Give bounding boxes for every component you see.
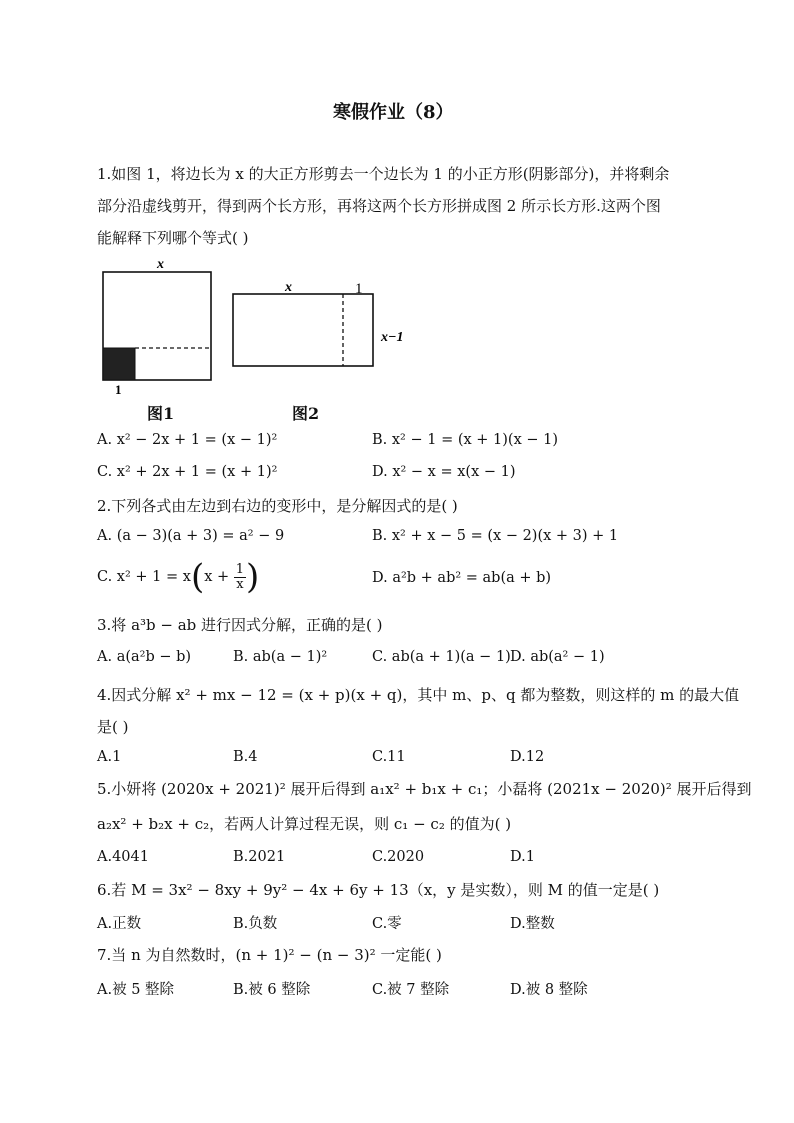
question-4-option-b[interactable]: B.4 bbox=[233, 749, 258, 765]
figure-1 bbox=[95, 258, 225, 398]
question-5-option-c[interactable]: C.2020 bbox=[372, 849, 425, 865]
question-5-option-d[interactable]: D.1 bbox=[510, 849, 535, 865]
question-6-stem: 6.若 M = 3x² − 8xy + 9y² − 4x + 6y + 13（x，y 是实数），则 M 的值一定是( ) bbox=[97, 881, 660, 899]
question-7-option-a[interactable]: A.被 5 整除 bbox=[97, 982, 175, 998]
question-3-option-c[interactable]: C. ab(a + 1)(a − 1) bbox=[372, 649, 511, 665]
question-1-option-b[interactable]: B. x² − 1 = (x + 1)(x − 1) bbox=[372, 432, 558, 448]
figure-2 bbox=[225, 278, 425, 373]
question-2-option-c-inner: x + bbox=[204, 569, 230, 585]
question-7-option-d[interactable]: D.被 8 整除 bbox=[510, 982, 588, 998]
question-3-option-b[interactable]: B. ab(a − 1)² bbox=[233, 649, 328, 665]
fraction-numerator: 1 bbox=[235, 561, 245, 577]
question-2-option-c[interactable] bbox=[97, 557, 260, 600]
fraction-denominator: x bbox=[236, 576, 244, 592]
question-1-line-1: 1.如图 1，将边长为 x 的大正方形剪去一个边长为 1 的小正方形(阴影部分)，并将剩余 bbox=[97, 165, 670, 183]
question-7-option-b[interactable]: B.被 6 整除 bbox=[233, 982, 311, 998]
question-2-option-c-prefix: C. x² + 1 = x bbox=[97, 569, 191, 585]
question-1-line-3: 能解释下列哪个等式( ) bbox=[97, 229, 249, 247]
figure-2-label-x: x bbox=[285, 280, 292, 295]
question-1-option-d[interactable]: D. x² − x = x(x − 1) bbox=[372, 464, 516, 480]
figure-1-label-x: x bbox=[157, 258, 164, 272]
question-5-line-2: a₂x² + b₂x + c₂，若两人计算过程无误，则 c₁ − c₂ 的值为( ) bbox=[97, 815, 512, 833]
question-4-line-1: 4.因式分解 x² + mx − 12 = (x + p)(x + q)，其中 m、p、q 都为整数，则这样的 m 的最大值 bbox=[97, 686, 740, 704]
question-6-option-b[interactable]: B.负数 bbox=[233, 916, 278, 932]
question-1-line-2: 部分沿虚线剪开，得到两个长方形，再将这两个长方形拼成图 2 所示长方形.这两个图 bbox=[97, 197, 661, 215]
question-6-option-c[interactable]: C.零 bbox=[372, 916, 402, 932]
figure-2-label-side: x−1 bbox=[381, 330, 404, 345]
figure-2-rectangle bbox=[233, 294, 373, 366]
question-6-option-d[interactable]: D.整数 bbox=[510, 916, 555, 932]
figure-1-label-1: 1 bbox=[115, 382, 122, 397]
question-4-option-d[interactable]: D.12 bbox=[510, 749, 545, 765]
question-7-stem: 7.当 n 为自然数时，(n + 1)² − (n − 3)² 一定能( ) bbox=[97, 946, 442, 964]
question-6-option-a[interactable]: A.正数 bbox=[97, 916, 142, 932]
question-2-option-a[interactable]: A. (a − 3)(a + 3) = a² − 9 bbox=[97, 528, 285, 544]
question-3-stem: 3.将 a³b − ab 进行因式分解，正确的是( ) bbox=[97, 616, 383, 634]
question-1-option-c[interactable]: C. x² + 2x + 1 = (x + 1)² bbox=[97, 464, 278, 480]
question-4-line-2: 是( ) bbox=[97, 718, 129, 736]
question-3-option-a[interactable]: A. a(a²b − b) bbox=[97, 649, 192, 665]
question-3-option-d[interactable]: D. ab(a² − 1) bbox=[510, 649, 605, 665]
figure-1-shaded-square bbox=[103, 348, 135, 380]
question-5-line-1: 5.小妍将 (2020x + 2021)² 展开后得到 a₁x² + b₁x + c₁；小磊将 (2021x − 2020)² 展开后得到 bbox=[97, 780, 752, 798]
figure-2-label-1: 1 bbox=[355, 281, 363, 297]
question-7-option-c[interactable]: C.被 7 整除 bbox=[372, 982, 450, 998]
question-2-option-d[interactable]: D. a²b + ab² = ab(a + b) bbox=[372, 570, 552, 586]
question-2-stem: 2.下列各式由左边到右边的变形中，是分解因式的是( ) bbox=[97, 497, 458, 515]
question-1-option-a[interactable]: A. x² − 2x + 1 = (x − 1)² bbox=[97, 432, 278, 448]
question-5-option-b[interactable]: B.2021 bbox=[233, 849, 286, 865]
fraction bbox=[234, 563, 246, 592]
question-4-option-a[interactable]: A.1 bbox=[97, 749, 122, 765]
right-paren: ) bbox=[246, 557, 260, 597]
figure-2-caption: 图2 bbox=[292, 404, 320, 423]
page-title: 寒假作业（8） bbox=[333, 102, 454, 123]
question-5-option-a[interactable]: A.4041 bbox=[97, 849, 149, 865]
question-2-option-b[interactable]: B. x² + x − 5 = (x − 2)(x + 3) + 1 bbox=[372, 528, 619, 544]
figure-1-caption: 图1 bbox=[147, 404, 175, 423]
left-paren: ( bbox=[190, 557, 205, 597]
question-4-option-c[interactable]: C.11 bbox=[372, 749, 406, 765]
